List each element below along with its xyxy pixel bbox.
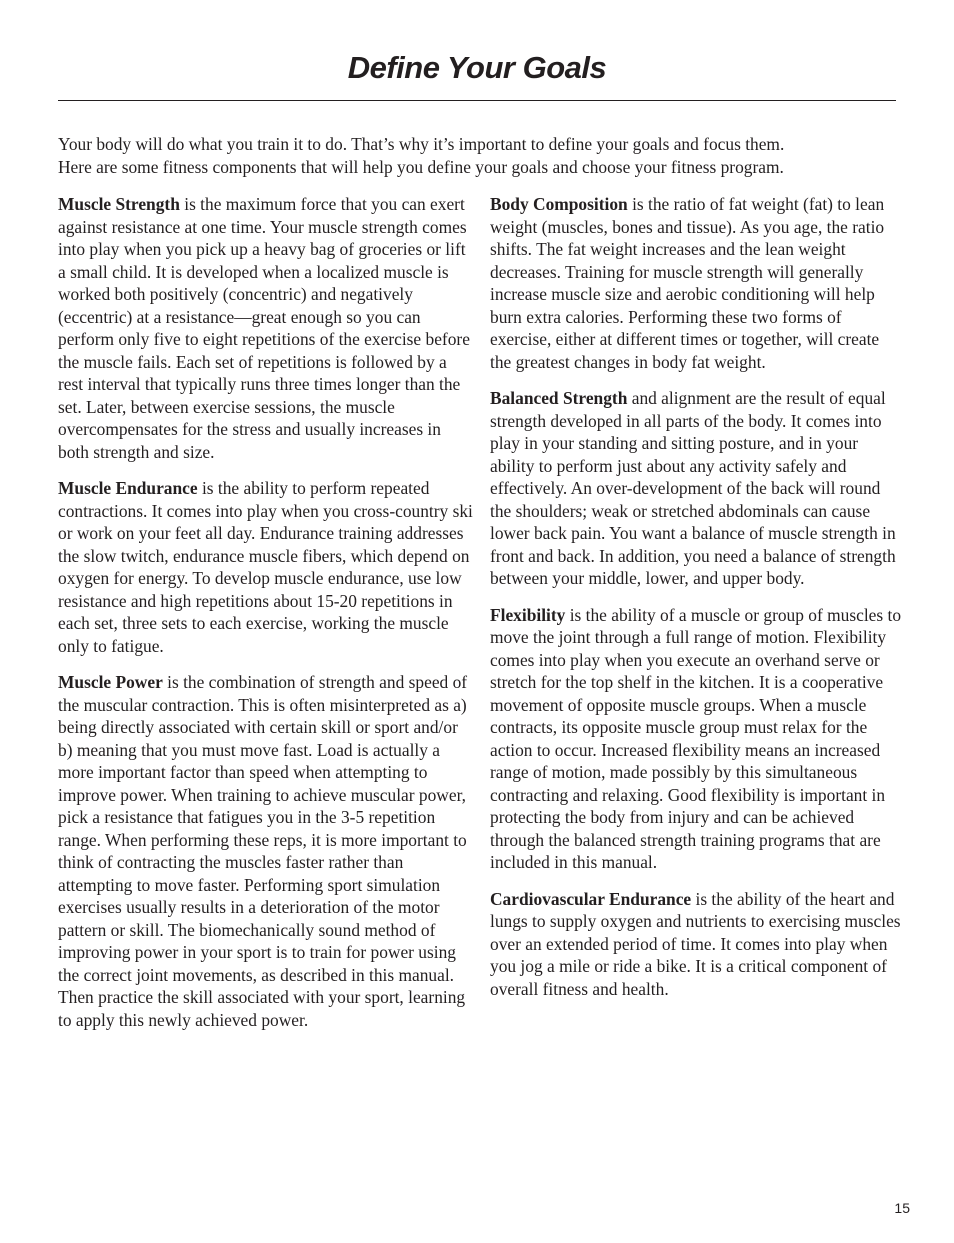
cardiovascular-endurance-paragraph xyxy=(490,888,904,1001)
muscle-strength-term: Muscle Strength xyxy=(58,194,180,214)
cardiovascular-endurance-term: Cardiovascular Endurance xyxy=(490,888,692,909)
body-composition-paragraph xyxy=(490,193,904,373)
cardiovascular-endurance-text: is the ability of the heart and lungs to supply oxygen and nutrients to exercising muscles over an extended period of time. It comes into play when you jog a mile or ride a bike. It is a critical component of overall fitness and health. xyxy=(490,888,901,999)
muscle-power-paragraph xyxy=(58,671,474,1031)
balanced-strength-term: Balanced Strength xyxy=(490,388,628,408)
page-number: 15 xyxy=(894,1200,910,1216)
right-column xyxy=(490,193,904,1014)
muscle-strength-paragraph xyxy=(58,193,474,463)
muscle-power-text: is the combination of strength and speed of the muscular contraction. This is often misinterpreted as a) being directly associated with certain skill or sport and/or b) meaning that you must move fast. Load is actually a more important factor than speed when attempting to improve power. When training to achieve muscular power, pick a resistance that fatigues you in the 3-5 repetition range. When performing these reps, it is more important to think of contracting the muscles faster rather than attempting to move faster. Performing sport simulation exercises usually results in a deterioration of the motor pattern or skill. The biomechanically sound method of improving power in your sport is to train for power using the correct joint movements, as described in this manual. Then practice the skill associated with your sport, learning to apply this newly achieved power. xyxy=(58,672,468,1030)
flexibility-term: Flexibility xyxy=(490,604,566,625)
body-composition-text: is the ratio of fat weight (fat) to lean weight (muscles, bones and tissue). As you age, the ratio shifts. The fat weight increases and the lean weight decreases. Training for muscle strength will generally increase muscle size and aerobic conditioning will help burn extra calories. Performing these two forms of exercise, either at different times or together, will create the greatest changes in body fat weight. xyxy=(490,194,885,372)
flexibility-paragraph xyxy=(490,604,904,874)
page-title: Define Your Goals xyxy=(347,50,607,85)
balanced-strength-paragraph xyxy=(490,387,904,590)
muscle-endurance-term: Muscle Endurance xyxy=(58,478,198,498)
intro-line-1: Your body will do what you train it to do. That’s why it’s important to define your goals and focus them. xyxy=(58,134,785,154)
left-column xyxy=(58,193,474,1045)
balanced-strength-text: and alignment are the result of equal strength developed in all parts of the body. It comes into play in your standing and sitting posture, and in your ability to perform just about any activity safely and effectively. An over-development of the back will round the shoulders; weak or stretched abdominals can cause lower back pain. You want a balance of muscle strength in front and back. In addition, you need a balance of strength between your middle, lower, and upper body. xyxy=(490,388,896,588)
title-divider xyxy=(58,100,896,101)
muscle-endurance-paragraph xyxy=(58,477,474,657)
muscle-power-term: Muscle Power xyxy=(58,672,163,692)
intro-paragraph xyxy=(58,133,908,178)
muscle-endurance-text: is the ability to perform repeated contractions. It comes into play when you cross-country ski or work on your feet all day. Endurance training addresses the slow twitch, endurance muscle fibers, which depend on oxygen for energy. To develop muscle endurance, use low resistance and high repetitions about 15-20 repetitions in each set, three sets to each exercise, working the muscle only to fatigue. xyxy=(58,478,473,656)
flexibility-text: is the ability of a muscle or group of muscles to move the joint through a full range of motion. Flexibility comes into play when you execute an overhand serve or stretch for the top shelf in the kitchen. It is a cooperative movement of opposite muscle groups. When a muscle contracts, its opposite muscle group must relax for the action to occur. Increased flexibility means an increased range of motion, made possibly by this simultaneous contracting and relaxing. Good flexibility is important in protecting the body from injury and can be achieved through the balanced strength training programs that are included in this manual. xyxy=(490,604,902,872)
intro-line-2: Here are some fitness components that will help you define your goals and choose your fitness program. xyxy=(58,156,784,177)
body-composition-term: Body Composition xyxy=(490,194,628,214)
muscle-strength-text: is the maximum force that you can exert against resistance at one time. Your muscle strength comes into play when you pick up a heavy bag of groceries or lift a small child. It is developed when a localized muscle is worked both positively (concentric) and negatively (eccentric) at a resistance—great enough so you can perform only five to eight repetitions of the exercise before the muscle fails. Each set of repetitions is followed by a rest interval that typically runs three times longer than the set. Later, between exercise sessions, the muscle overcompensates for the stress and usually increases in both strength and size. xyxy=(58,194,470,462)
